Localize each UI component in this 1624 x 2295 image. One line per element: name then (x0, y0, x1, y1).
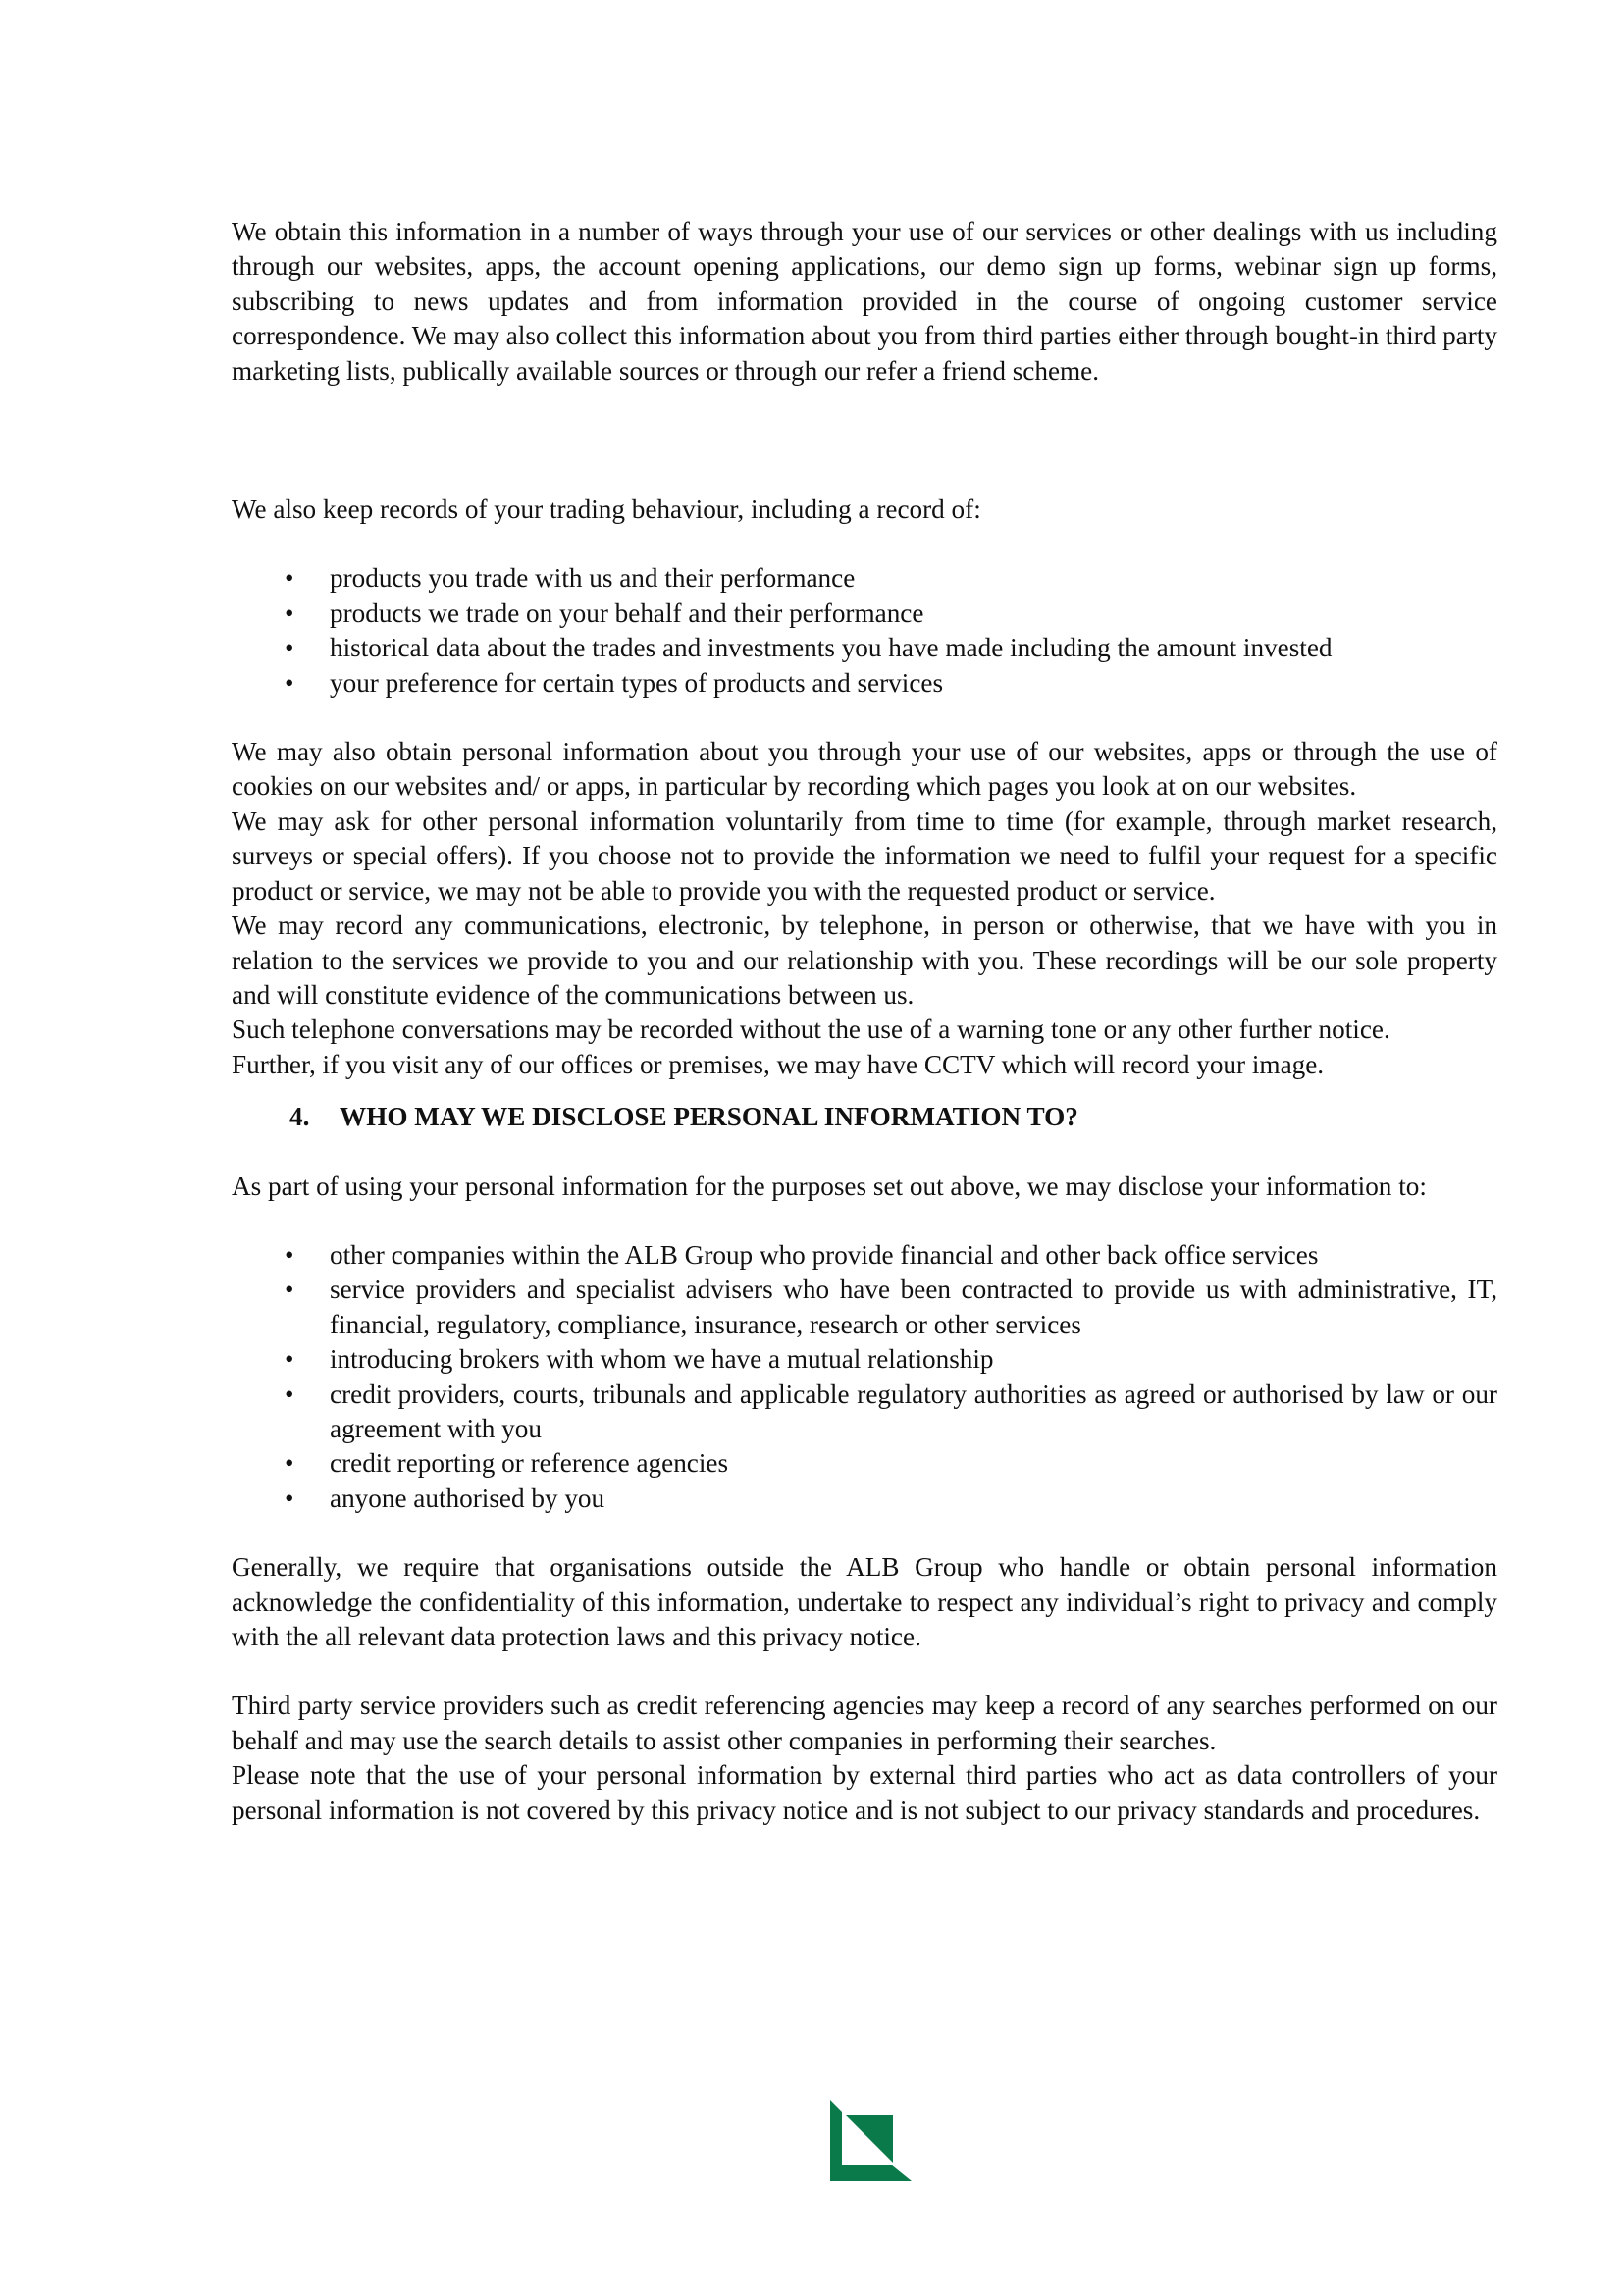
bullet: • (285, 1275, 294, 1305)
list-item-text: products you trade with us and their performance (330, 563, 856, 594)
trading-records-intro: We also keep records of your trading behaviour, including a record of: (232, 495, 981, 525)
paragraph: We may record any communications, electronic, by telephone, in person or otherwise, that we have with you in relation to the services we provide to you and our relationship with you. These recordings will be our sole property and will constitute evidence of the communications between us. (232, 911, 1497, 1010)
list-item (232, 1342, 1497, 1377)
list-item (232, 1238, 1497, 1273)
list-item (232, 597, 1497, 631)
list-item (232, 666, 1497, 701)
third-party-paragraph: Third party service providers such as credit referencing agencies may keep a record of any searches performed on our behalf and may use the search details to assist other companies in performing their searches. (232, 1691, 1497, 1755)
bullet: • (285, 1344, 294, 1375)
list-item (232, 631, 1497, 665)
list-item-text: credit providers, courts, tribunals and applicable regulatory authorities as agreed or authorised by law or our agreement with you (330, 1379, 1497, 1443)
list-item-text: anyone authorised by you (330, 1483, 605, 1513)
paragraphs-block (232, 735, 1497, 1082)
list-item-text: other companies within the ALB Group who provide financial and other back office services (330, 1239, 1319, 1270)
intro-paragraph: We obtain this information in a number of ways through your use of our services or other dealings with us including through our websites, apps, the account opening applications, our demo sign up forms, webinar sign up forms, subscribing to news updates and from information provided in the course of ongoing customer service correspondence. We may also collect this information about you from third parties either through bought-in third party marketing lists, publically available sources or through our refer a friend scheme. (232, 217, 1497, 386)
alb-logo-icon (830, 2100, 912, 2181)
list-item (232, 1482, 1497, 1516)
list-item (232, 561, 1497, 596)
paragraph: Further, if you visit any of our offices or premises, we may have CCTV which will record your image. (232, 1049, 1325, 1079)
bullet: • (285, 667, 294, 698)
list-item-text: your preference for certain types of products and services (330, 667, 944, 698)
list-item-text: products we trade on your behalf and their performance (330, 598, 924, 628)
external-paragraph: Please note that the use of your personal information by external third parties who act as data controllers of your personal information is not covered by this privacy notice and is not subject to our privacy standards and procedures. (232, 1760, 1497, 1825)
bullet: • (285, 563, 294, 594)
list-item-text: introducing brokers with whom we have a mutual relationship (330, 1344, 994, 1375)
recipients-list (232, 1238, 1497, 1516)
list-item-text: historical data about the trades and investments you have made including the amount invested (330, 633, 1333, 663)
bullet: • (285, 1239, 294, 1270)
paragraph: We may also obtain personal information about you through your use of our websites, apps or through the use of cookies on our websites and/ or apps, in particular by recording which pages you look at on our websites. (232, 737, 1497, 802)
section-intro: As part of using your personal information for the purposes set out above, we may disclose your information to: (232, 1171, 1427, 1201)
logo-shape (830, 2100, 912, 2181)
document-page (232, 215, 1497, 1828)
bullet: • (285, 1379, 294, 1409)
bullet: • (285, 1483, 294, 1513)
paragraph: Such telephone conversations may be recorded without the use of a warning tone or any other further notice. (232, 1015, 1390, 1045)
paragraph: We may ask for other personal information voluntarily from time to time (for example, through market research, surveys or special offers). If you choose not to provide the information we need to fulfil your request for a specific product or service, we may not be able to provide you with the requested product or service. (232, 806, 1497, 906)
list-item (232, 1378, 1497, 1447)
bullet: • (285, 1448, 294, 1479)
trading-records-list (232, 561, 1497, 701)
bullet: • (285, 598, 294, 628)
list-item-text: credit reporting or reference agencies (330, 1448, 729, 1479)
list-item (232, 1273, 1497, 1342)
list-item (232, 1446, 1497, 1481)
section-number: 4. (289, 1102, 310, 1132)
list-item-text: service providers and specialist advisers who have been contracted to provide us with administrative, IT, financial, regulatory, compliance, insurance, research or other services (330, 1275, 1497, 1339)
section-title: WHO MAY WE DISCLOSE PERSONAL INFORMATION TO? (340, 1102, 1078, 1132)
section-heading (232, 1100, 1497, 1134)
bullet: • (285, 633, 294, 663)
generally-paragraph: Generally, we require that organisations outside the ALB Group who handle or obtain personal information acknowledge the confidentiality of this information, undertake to respect any individual’s right to privacy and comply with the all relevant data protection laws and this privacy notice. (232, 1552, 1497, 1651)
